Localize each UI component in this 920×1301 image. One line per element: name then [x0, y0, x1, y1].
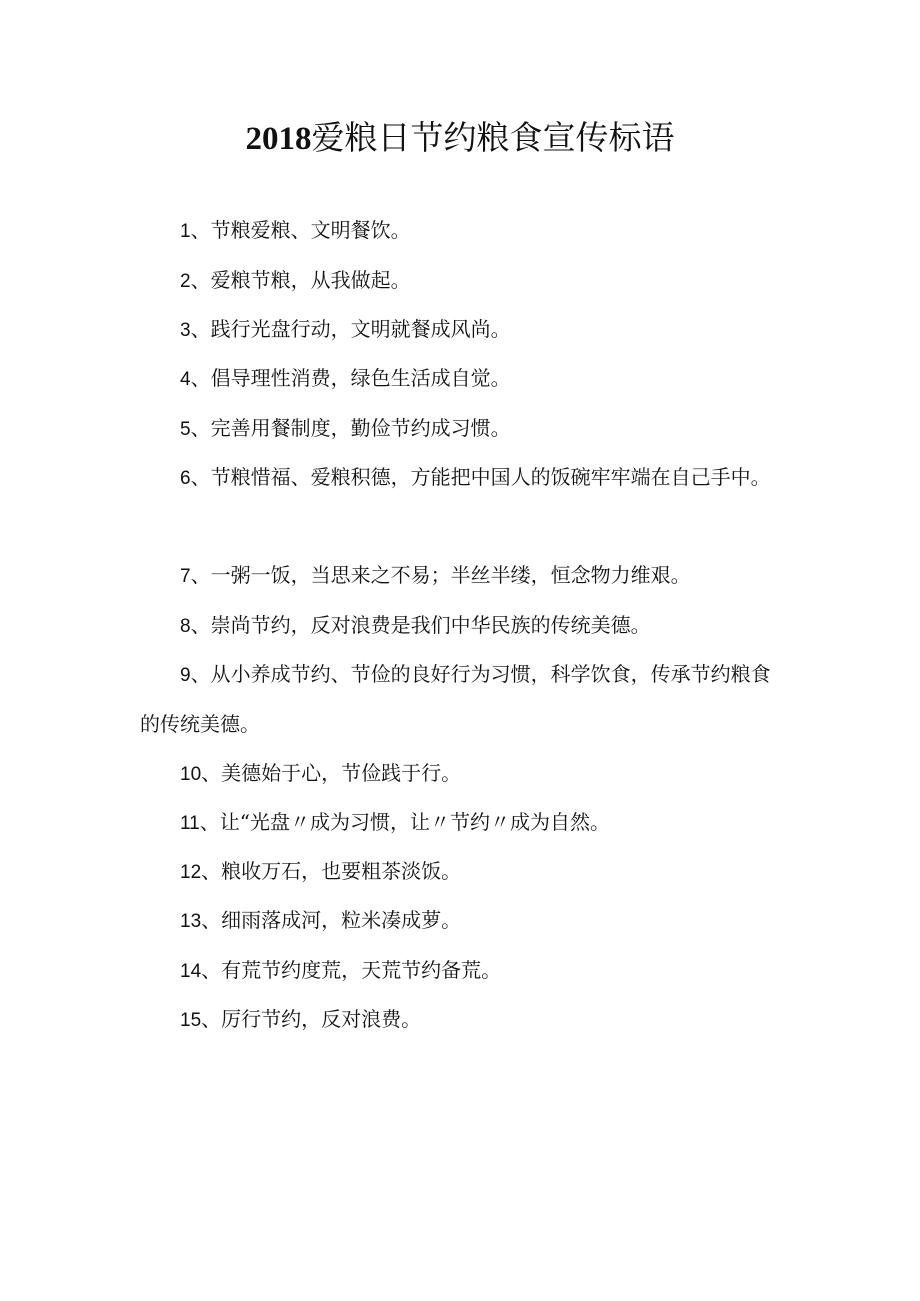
slogan-text: 、一粥一饭，当思来之不易；半丝半缕，恒念物力维艰。	[190, 563, 691, 587]
slogan-index: 13	[180, 911, 202, 932]
slogan-item	[140, 551, 780, 601]
slogan-index: 6	[180, 468, 191, 489]
slogan-text: 、细雨落成河，粒米凑成萝。	[201, 908, 462, 932]
slogan-item	[140, 601, 780, 651]
slogan-index: 7	[180, 566, 191, 587]
slogan-item	[140, 896, 780, 946]
slogan-index: 8	[180, 616, 191, 637]
slogan-text: 、倡导理性消费，绿色生活成自觉。	[190, 366, 511, 390]
slogan-text: 、从小养成节约、节俭的良好行为习惯，科学饮食，传承节约粮食的传统美德。	[140, 662, 771, 736]
slogan-text: 、爱粮节粮，从我做起。	[190, 268, 411, 292]
slogan-item	[140, 206, 780, 256]
slogan-text: 、有荒节约度荒，天荒节约备荒。	[201, 958, 502, 982]
slogan-index: 15	[180, 1010, 202, 1031]
slogan-item	[140, 453, 780, 503]
slogan-text: 、厉行节约，反对浪费。	[201, 1007, 422, 1031]
slogan-index: 2	[180, 271, 191, 292]
slogan-index: 3	[180, 320, 191, 341]
slogan-index: 4	[180, 369, 191, 390]
slogan-text: 、崇尚节约，反对浪费是我们中华民族的传统美德。	[190, 613, 651, 637]
slogan-index: 10	[180, 764, 202, 785]
slogan-item	[140, 749, 780, 799]
page-title-text: 爱粮日节约粮食宣传标语	[311, 118, 675, 157]
slogan-item	[140, 305, 780, 355]
slogan-item	[140, 404, 780, 454]
page-title-year: 2018	[245, 121, 312, 157]
slogan-text: 、美德始于心，节俭践于行。	[201, 761, 462, 785]
slogan-index: 14	[180, 961, 202, 982]
slogan-index: 12	[180, 862, 202, 883]
slogan-text: 、粮收万石，也要粗茶淡饭。	[201, 859, 462, 883]
slogan-item	[140, 256, 780, 306]
slogan-item	[140, 650, 780, 749]
slogan-item	[140, 847, 780, 897]
slogan-item	[140, 995, 780, 1045]
slogan-item	[140, 798, 780, 848]
slogan-text: 、节粮惜福、爱粮积德，方能把中国人的饭碗牢牢端在自己手中。	[190, 465, 771, 489]
slogan-index: 11	[180, 813, 200, 834]
slogan-text: 、完善用餐制度，勤俭节约成习惯。	[190, 416, 511, 440]
slogan-text: 、节粮爱粮、文明餐饮。	[190, 218, 411, 242]
slogan-text: 、让“光盘〃成为习惯，让〃节约〃成为自然。	[199, 810, 610, 834]
slogan-item	[140, 354, 780, 404]
slogan-index: 5	[180, 419, 191, 440]
slogan-index: 9	[180, 665, 191, 686]
slogan-index: 1	[180, 221, 191, 242]
slogan-item	[140, 946, 780, 996]
slogan-text: 、践行光盘行动，文明就餐成风尚。	[190, 317, 511, 341]
